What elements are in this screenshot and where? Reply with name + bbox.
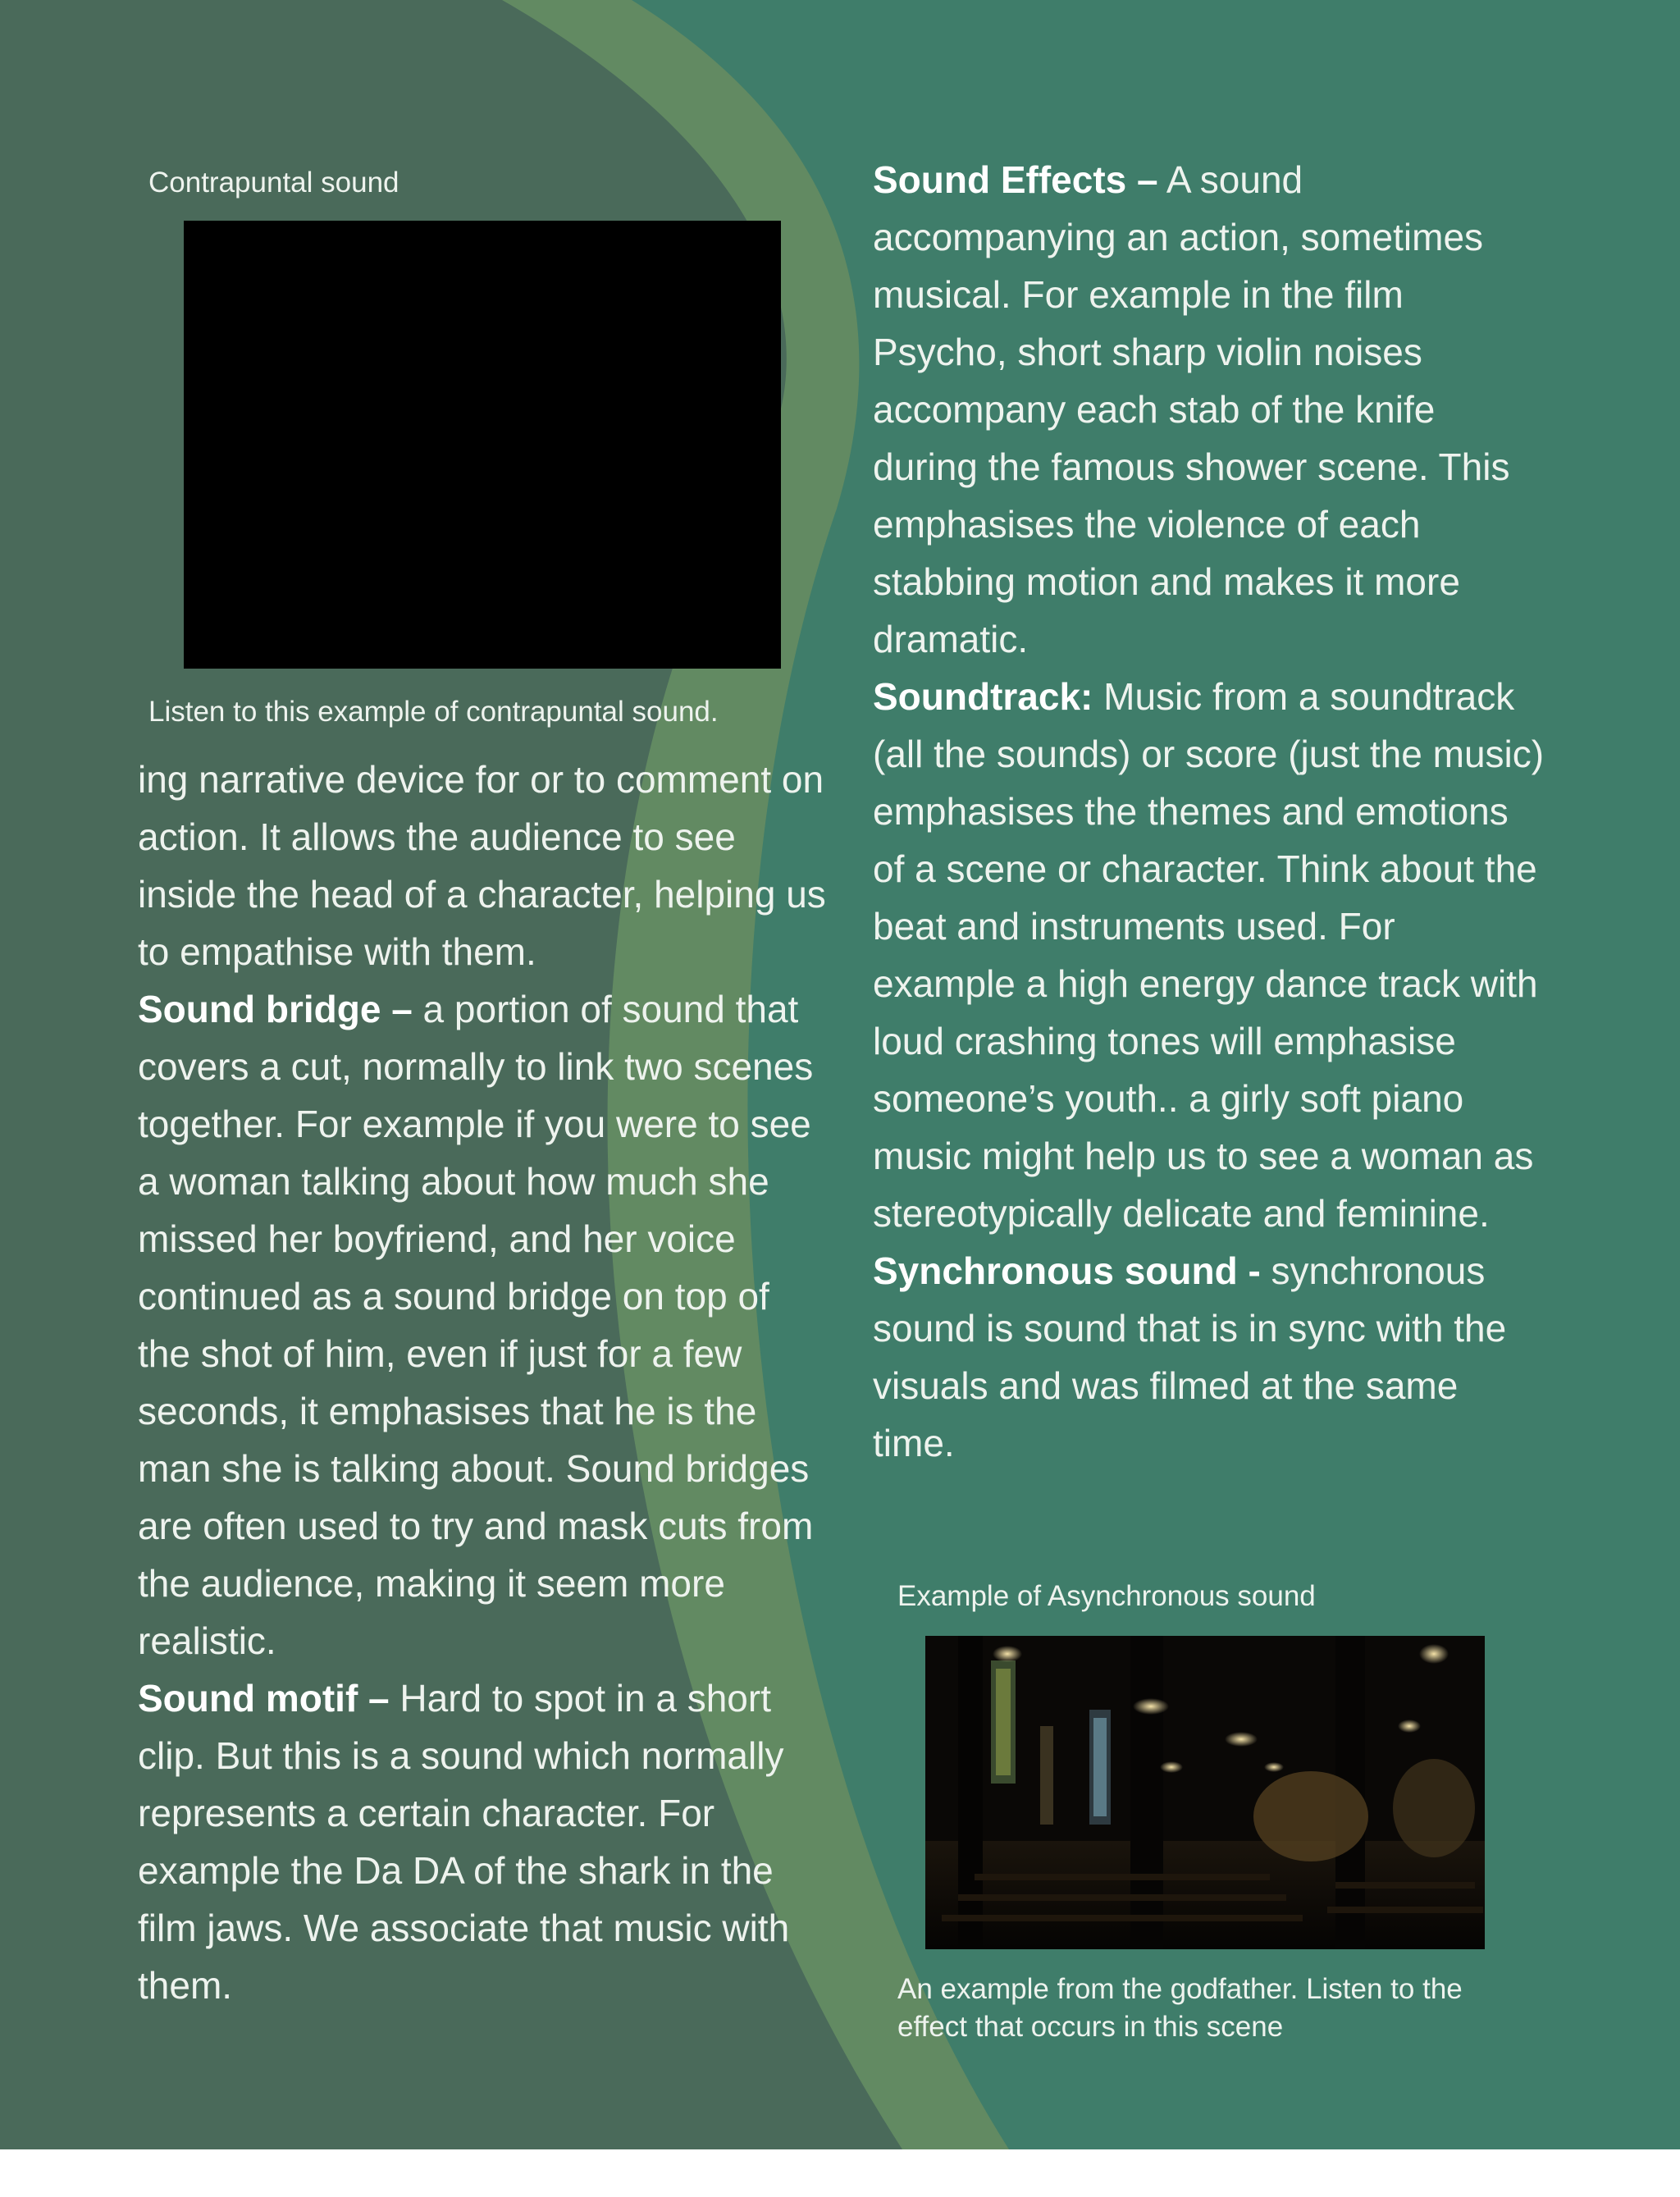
right-column-text — [873, 151, 1545, 1472]
soundtrack-paragraph — [873, 668, 1545, 1242]
sound-bridge-definition: a portion of sound that covers a cut, normally to link two scenes together. For example if you were to see a woman talking about how much she missed her boyfriend, and her voice continued as a sound bridge on top of the shot of him, even if just for a few seconds, it emphasises that he is the man she is talking about. Sound bridges are often used to try and mask cuts from the audience, making it seem more realistic. — [138, 988, 814, 1662]
contrapuntal-sound-video[interactable] — [184, 221, 781, 669]
sound-bridge-term: Sound bridge – — [138, 988, 413, 1030]
sound-motif-definition: Hard to spot in a short clip. But this is a sound which normally represents a certain character. For example the Da DA of the shark in the film jaws. We associate that music with them. — [138, 1677, 790, 2007]
video-caption-top: Contrapuntal sound — [148, 167, 399, 199]
image-caption-top: Example of Asynchronous sound — [897, 1580, 1316, 1612]
soundtrack-term: Soundtrack: — [873, 675, 1093, 718]
sound-effects-definition: A sound accompanying an action, sometimes musical. For example in the film Psycho, short sharp violin noises accompany each stab of the knife during the famous shower scene. This emphasises the violence of each stabbing motion and makes it more dramatic. — [873, 158, 1510, 660]
sound-bridge-paragraph — [138, 980, 831, 1669]
soundtrack-definition: Music from a soundtrack (all the sounds) or score (just the music) emphasises the themes and emotions of a scene or character. Think about the beat and instruments used. For example a high energy dance track with loud crashing tones will emphasise someone’s youth.. a girly soft piano music might help us to see a woman as stereotypically delicate and feminine. — [873, 675, 1545, 1235]
godfather-video-still[interactable] — [925, 1636, 1485, 1949]
synchronous-sound-term: Synchronous sound - — [873, 1249, 1261, 1292]
sound-effects-paragraph — [873, 151, 1545, 668]
sound-motif-paragraph — [138, 1669, 831, 2014]
left-column-text — [138, 751, 831, 2014]
sound-motif-term: Sound motif – — [138, 1677, 390, 1720]
intro-paragraph: ing narrative device for or to comment on action. It allows the audience to see inside the head of a character, helping us to empathise with them. — [138, 758, 826, 973]
synchronous-sound-paragraph — [873, 1242, 1545, 1472]
image-caption-bottom: An example from the godfather. Listen to the effect that occurs in this scene — [897, 1973, 1463, 2043]
video-caption-bottom: Listen to this example of contrapuntal sound. — [148, 696, 719, 728]
sound-effects-term: Sound Effects – — [873, 158, 1158, 201]
church-interior-image — [925, 1636, 1485, 1949]
synchronous-sound-definition: synchronous sound is sound that is in sync with the visuals and was filmed at the same time. — [873, 1249, 1507, 1464]
